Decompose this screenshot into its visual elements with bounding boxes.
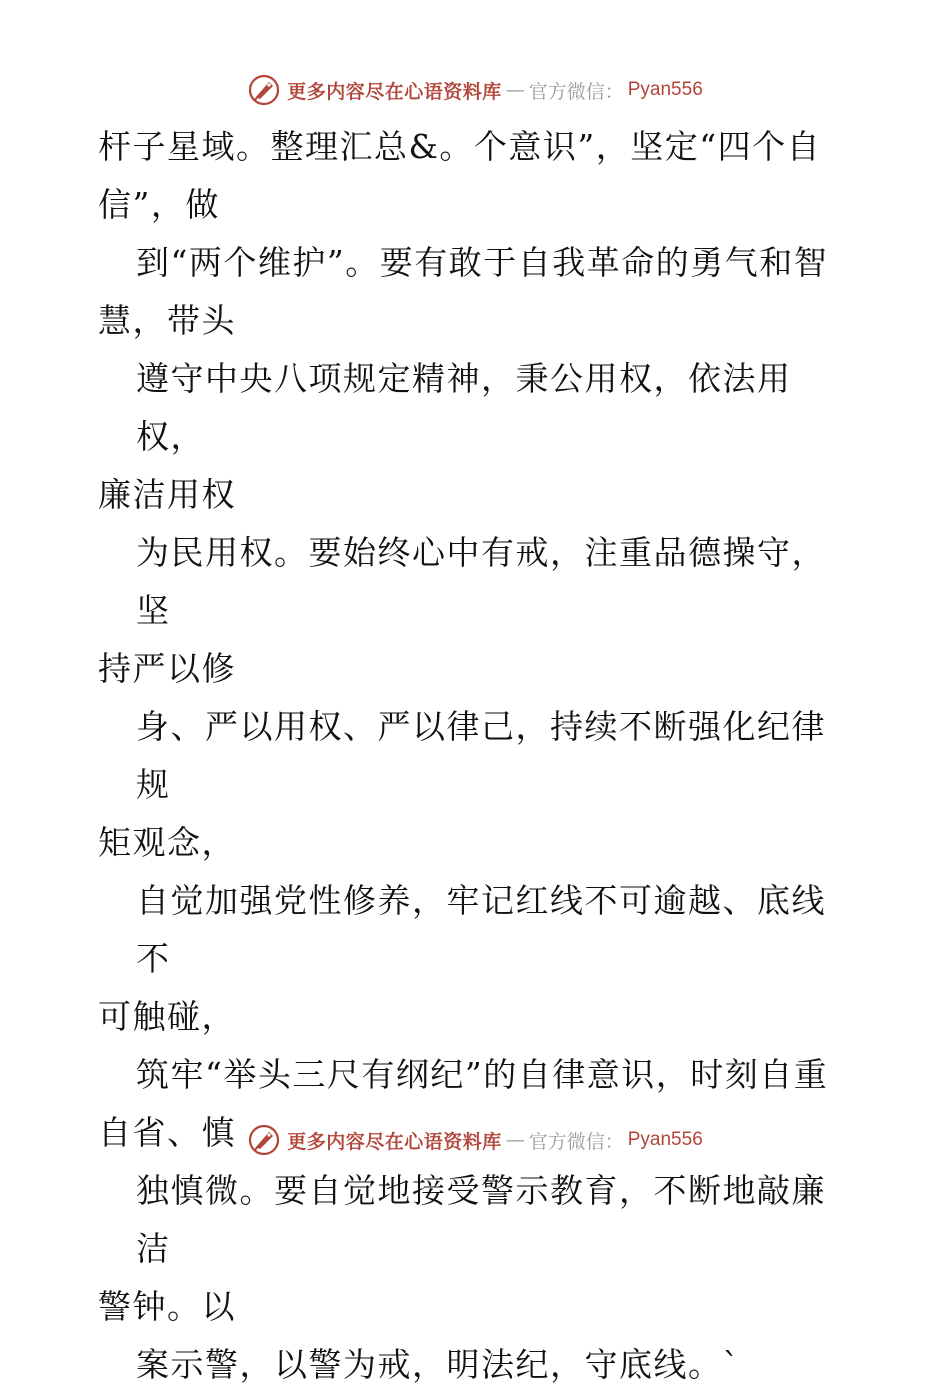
pen-nib-logo-icon [247, 73, 281, 107]
line-wrap-text: 持严以修 [98, 649, 236, 688]
paragraph-line [98, 698, 858, 872]
banner-wechat-id: Pyan556 [627, 1129, 703, 1150]
banner-title: 更多内容尽在心语资料库 [287, 80, 502, 103]
line-text: 为民用权。要始终心中有戒，注重品德操守，坚 [136, 533, 826, 630]
line-wrap-text: 警钟。以 [98, 1287, 236, 1326]
line-wrap-text: 信”，做 [98, 185, 220, 224]
banner-wechat-label: 官方微信： [528, 1130, 624, 1153]
line-text: 到“两个维护”。要有敢于自我革命的勇气和智 [136, 243, 829, 282]
footer-banner [0, 1120, 950, 1160]
line-text: 独慎微。要自觉地接受警示教育，不断地敲廉洁 [136, 1171, 826, 1268]
banner-title: 更多内容尽在心语资料库 [287, 1130, 502, 1153]
paragraph-line [98, 350, 858, 524]
header-banner-inner [247, 73, 703, 107]
paragraph-line [98, 872, 858, 1046]
document-body [98, 118, 858, 1394]
banner-wechat-label: 官方微信： [528, 80, 624, 103]
line-text: 自觉加强党性修养，牢记红线不可逾越、底线不 [136, 881, 826, 978]
line-text: 筑牢“举头三尺有纲纪”的自律意识，时刻自重 [136, 1055, 829, 1094]
line-text: 遵守中央八项规定精神，秉公用权，依法用权， [136, 359, 792, 456]
paragraph-line [98, 1162, 858, 1336]
header-banner [0, 70, 950, 110]
line-text: 案示警，以警为戒，明法纪，守底线。` [136, 1345, 741, 1384]
paragraph-line [98, 524, 858, 698]
line-wrap-text: 慧，带头 [98, 301, 236, 340]
line-wrap-text: 自省、慎 [98, 1113, 236, 1152]
pen-nib-logo-icon [247, 1123, 281, 1157]
line-wrap-text: 可触碰， [98, 997, 236, 1036]
footer-banner-inner [247, 1123, 703, 1157]
line-text: 身、严以用权、严以律己，持续不断强化纪律规 [136, 707, 826, 804]
line-text: 杆子星域。整理汇总&。个意识”，坚定“四个自 [98, 127, 822, 166]
banner-wechat-id: Pyan556 [627, 79, 703, 100]
line-wrap-text: 廉洁用权 [98, 475, 236, 514]
paragraph-line [98, 1336, 858, 1394]
banner-separator: — [505, 1129, 525, 1151]
line-wrap-text: 矩观念， [98, 823, 236, 862]
paragraph-line [98, 234, 858, 350]
banner-separator: — [505, 79, 525, 101]
paragraph-line [98, 118, 858, 234]
